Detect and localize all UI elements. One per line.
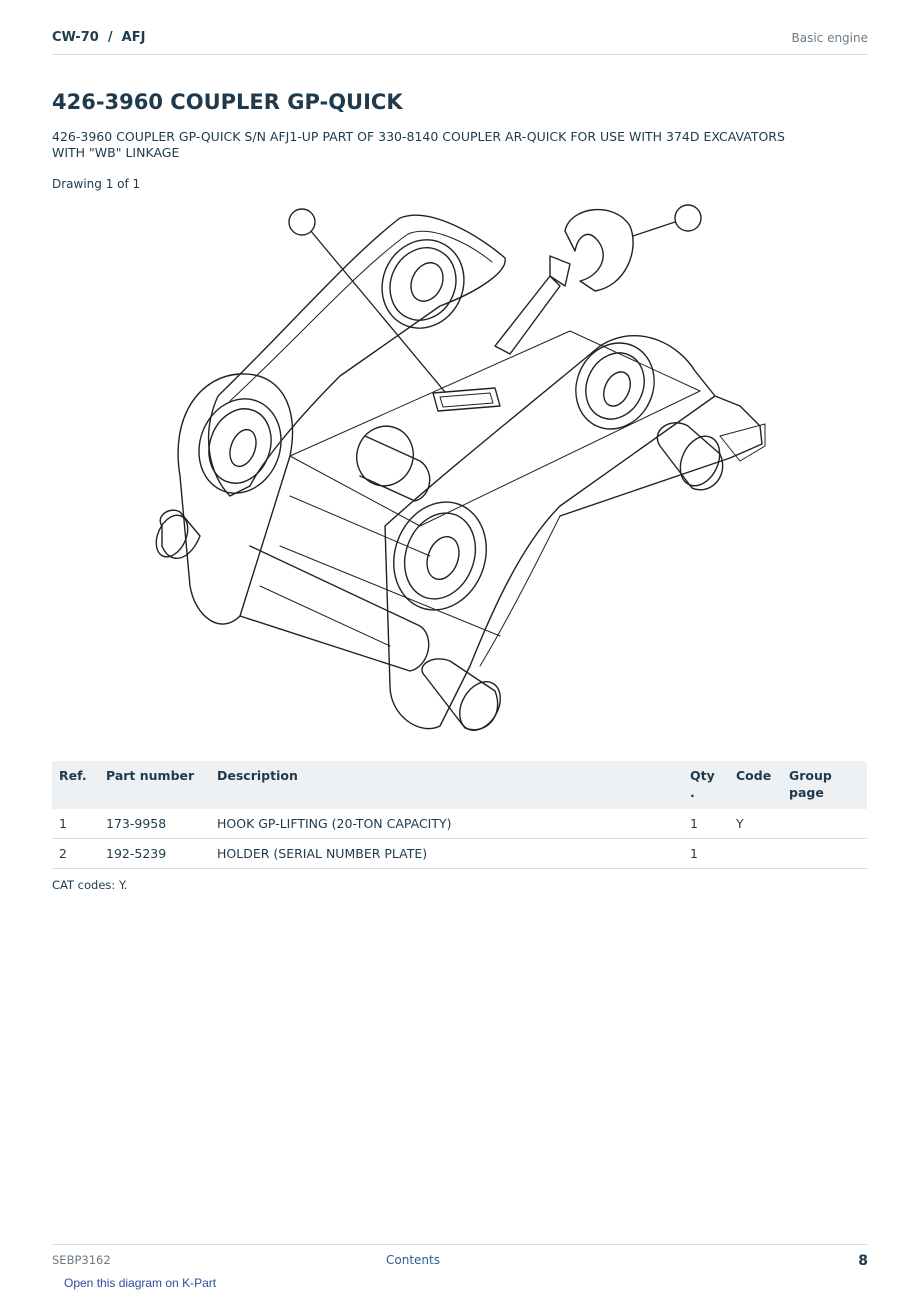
cell-code [729, 839, 782, 869]
lifting-hook [495, 210, 633, 354]
col-part-number: Part number [99, 761, 210, 809]
cell-part-number: 192-5239 [99, 839, 210, 869]
cell-description: HOLDER (SERIAL NUMBER PLATE) [210, 839, 683, 869]
page-subtitle: 426-3960 COUPLER GP-QUICK S/N AFJ1-UP PART OF 330-8140 COUPLER AR-QUICK FOR USE WITH 374D EXCAVATORS WITH "WB" LINKAGE [52, 129, 785, 160]
kpart-link[interactable]: Open this diagram on K-Part [64, 1276, 217, 1290]
pin-boss [368, 226, 479, 341]
table-row [52, 839, 867, 869]
cell-qty: 1 [683, 839, 729, 869]
cell-description: HOOK GP-LIFTING (20-TON CAPACITY) [210, 809, 683, 839]
drawing-label: Drawing 1 of 1 [52, 177, 141, 191]
page-number: 8 [858, 1253, 868, 1269]
col-code: Code [729, 761, 782, 809]
table-row [52, 809, 867, 839]
right-side-plate [385, 336, 715, 729]
pin-boss [562, 330, 668, 442]
col-ref: Ref. [52, 761, 99, 809]
cell-qty: 1 [683, 809, 729, 839]
page-header [52, 28, 868, 55]
cell-group-page [782, 839, 867, 869]
cell-ref: 2 [52, 839, 99, 869]
parts-table [52, 761, 867, 869]
breadcrumb: CW-70 / AFJ [52, 30, 146, 45]
pin-boss [379, 489, 501, 623]
coupler-drawing [140, 196, 780, 741]
col-description: Description [210, 761, 683, 809]
page-title: 426-3960 COUPLER GP-QUICK [52, 90, 403, 114]
callout-circle [675, 205, 701, 231]
cell-ref: 1 [52, 809, 99, 839]
col-group-page: Group page [782, 761, 867, 809]
serial-plate [433, 388, 500, 411]
cell-code: Y [729, 809, 782, 839]
col-qty: Qty . [683, 761, 729, 809]
contents-link[interactable]: Contents [386, 1253, 440, 1267]
page-footer [52, 1244, 868, 1275]
document-number: SEBP3162 [52, 1253, 111, 1267]
callout-leader [310, 230, 445, 392]
table-header-row [52, 761, 867, 809]
callout-leader [633, 222, 675, 236]
callout-circle [289, 209, 315, 235]
cell-part-number: 173-9958 [99, 809, 210, 839]
cell-group-page [782, 809, 867, 839]
cat-codes-note: CAT codes: Y. [52, 878, 128, 892]
section-label: Basic engine [791, 31, 868, 45]
